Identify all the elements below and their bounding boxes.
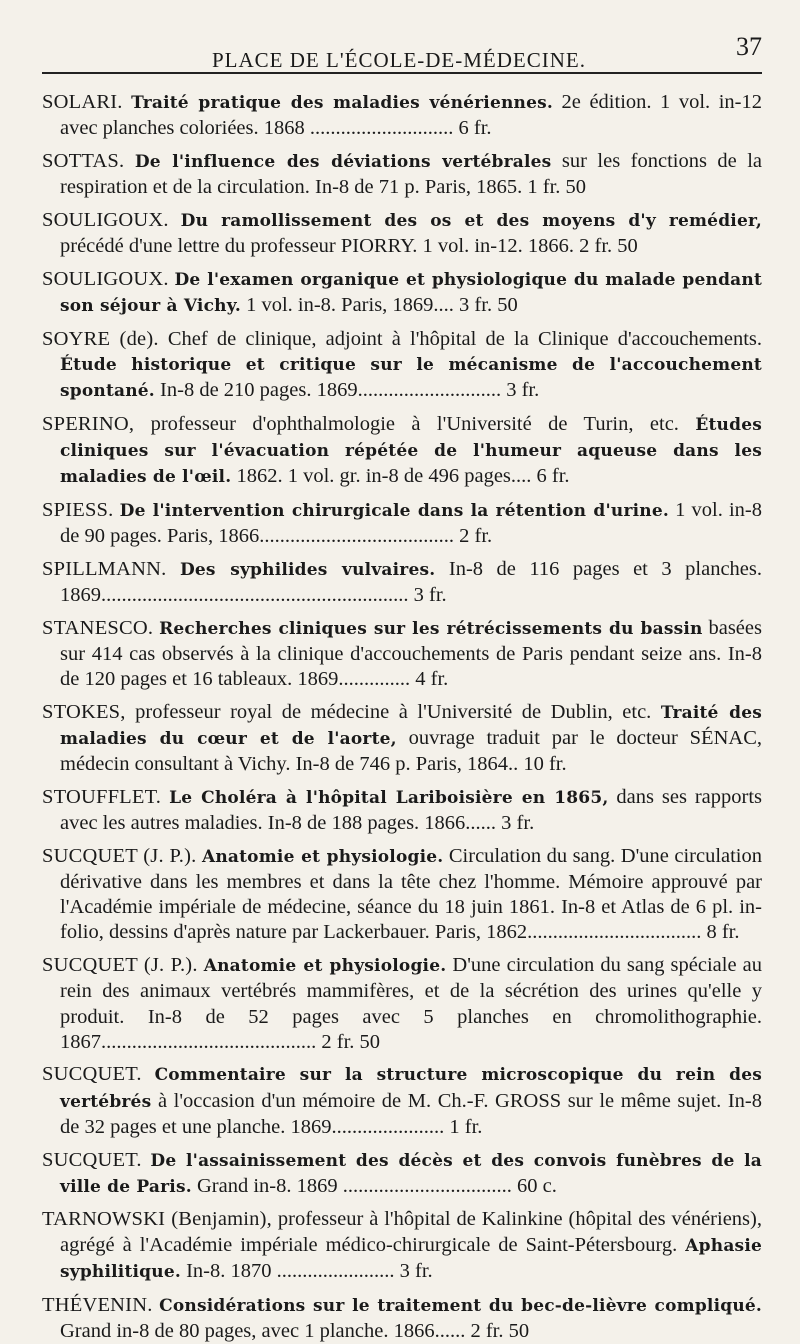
entry-details: Grand in-8 de 80 pages, avec 1 planche. 1866...... 2 fr. 50 xyxy=(60,1319,530,1342)
entry-details: 2e édition. 1 vol. in-12 avec planches coloriées. 1868 ............................ 6 fr. xyxy=(60,91,762,140)
entry-title: De l'examen organique et physiologique du malade pendant son séjour à Vichy. xyxy=(60,269,763,316)
bibliography-list xyxy=(42,90,762,1344)
entry-title: Recherches cliniques sur les rétrécissements du bassin xyxy=(159,618,703,639)
entry-author: SOLARI. xyxy=(42,91,123,113)
entry-details: 1 vol. in-8. Paris, 1869.... 3 fr. 50 xyxy=(240,293,518,316)
entry-title: Traité des maladies du cœur et de l'aorte, xyxy=(60,702,762,749)
entry-details: Circulation du sang. D'une circulation dérivative dans les membres et dans la tête chez l'homme. Mémoire approuvé par l'Académie impériale de médecine, séance du 18 juin 1861. In-8 et Atlas de 6 pl. in-folio, dessins d'après nature par Lackerbauer. Paris, 1862.................................. 8 fr. xyxy=(60,844,763,944)
entry-title: Considérations sur le traitement du bec-de-lièvre compliqué. xyxy=(159,1295,763,1316)
entry-title: Anatomie et physiologie. xyxy=(201,846,444,867)
entry-details: dans ses rapports avec les autres maladies. In-8 de 188 pages. 1866...... 3 fr. xyxy=(60,785,763,835)
bibliography-entry xyxy=(42,844,762,946)
entry-author: SPILLMANN. xyxy=(42,557,167,580)
entry-details: In-8 de 210 pages. 1869............................ 3 fr. xyxy=(154,379,540,402)
bibliography-entry xyxy=(42,267,762,319)
entry-title: Le Choléra à l'hôpital Lariboisière en 1865, xyxy=(169,787,609,808)
entry-author: THÉVENIN. xyxy=(42,1293,153,1316)
entry-author: SOYRE (de). xyxy=(42,327,159,350)
bibliography-entry xyxy=(42,1062,762,1140)
entry-details: Grand in-8. 1869 ................................. 60 c. xyxy=(191,1174,557,1197)
entry-affiliation: professeur d'ophthalmologie à l'Université de Turin, etc. xyxy=(134,412,696,435)
entry-title: Études cliniques sur l'évacuation répétée de l'humeur aqueuse dans les maladies de l'œil. xyxy=(60,414,762,488)
entry-author: STANESCO. xyxy=(42,616,154,639)
bibliography-entry xyxy=(42,557,762,608)
entry-author: SOULIGOUX. xyxy=(42,208,169,231)
entry-title: De l'intervention chirurgicale dans la rétention d'urine. xyxy=(119,500,669,521)
entry-title: Aphasie syphilitique. xyxy=(60,1235,762,1282)
entry-affiliation: professeur à l'hôpital de Kalinkine (hôpital des vénériens), agrégé à l'Académie impériale médico-chirurgicale de Saint-Pétersbourg. xyxy=(60,1208,762,1256)
entry-title: Étude historique et critique sur le mécanisme de l'accouchement spontané. xyxy=(60,354,762,402)
bibliography-entry xyxy=(42,149,762,200)
bibliography-entry xyxy=(42,700,762,778)
page-number: 37 xyxy=(736,32,762,61)
bibliography-entry xyxy=(42,90,762,141)
entry-details: In-8. 1870 ....................... 3 fr. xyxy=(180,1259,433,1282)
entry-author: SUCQUET. xyxy=(42,1063,142,1086)
entry-author: SOULIGOUX. xyxy=(42,267,169,290)
bibliography-entry xyxy=(42,616,762,693)
entry-details: sur les fonctions de la respiration et de la circulation. In-8 de 71 p. Paris, 1865. 1 fr. 50 xyxy=(60,149,762,199)
bibliography-entry xyxy=(42,327,762,405)
bibliography-entry xyxy=(42,498,762,549)
entry-author: SUCQUET (J. P.). xyxy=(42,844,197,867)
entry-details: à l'occasion d'un mémoire de M. Ch.-F. GROSS sur le même sujet. In-8 de 32 pages et une planche. 1869...................... 1 fr. xyxy=(60,1089,762,1138)
entry-details: D'une circulation du sang spéciale au rein des animaux vertébrés mammifères, et de la sécrétion des urines qu'elle y produit. In-8 de 52 pages avec 5 planches en chromolithographie. 1867.......................................... 2 fr. 50 xyxy=(60,954,762,1053)
entry-title: Des syphilides vulvaires. xyxy=(179,559,436,580)
entry-details: 1862. 1 vol. gr. in-8 de 496 pages.... 6 fr. xyxy=(231,465,570,488)
entry-author: STOUFFLET. xyxy=(42,785,162,808)
entry-title: Anatomie et physiologie. xyxy=(203,956,447,977)
entry-author: SUCQUET (J. P.). xyxy=(42,954,198,977)
bibliography-entry xyxy=(42,1207,762,1285)
bibliography-entry xyxy=(42,412,762,491)
entry-details: ouvrage traduit par le docteur SÉNAC, médecin consultant à Vichy. In-8 de 746 p. Paris, 1864.. 10 fr. xyxy=(60,726,762,776)
entry-author: SUCQUET. xyxy=(42,1148,142,1171)
entry-author: SOTTAS. xyxy=(42,149,125,172)
entry-affiliation: Chef de clinique, adjoint à l'hôpital de la Clinique d'accouchements. xyxy=(158,327,763,350)
bibliography-entry xyxy=(42,1148,762,1200)
entry-author: SPERINO, xyxy=(42,412,135,435)
entry-title: Commentaire sur la structure microscopique du rein des vertébrés xyxy=(60,1065,763,1112)
entry-details: précédé d'une lettre du professeur PIORRY. 1 vol. in-12. 1866. 2 fr. 50 xyxy=(60,235,638,258)
bibliography-entry xyxy=(42,785,762,836)
running-title: PLACE DE L'ÉCOLE-DE-MÉDECINE. xyxy=(212,48,586,72)
entry-author: STOKES, xyxy=(42,700,126,723)
entry-title: De l'influence des déviations vertébrales xyxy=(134,151,552,172)
bibliography-entry xyxy=(42,953,762,1055)
bibliography-entry xyxy=(42,208,762,259)
entry-title: Traité pratique des maladies vénériennes. xyxy=(131,93,554,113)
entry-details: basées sur 414 cas observés à la clinique d'accouchements de Paris pendant seize ans. In-8 de 120 pages et 16 tableaux. 1869.............. 4 fr. xyxy=(60,616,762,691)
bibliography-entry xyxy=(42,1293,762,1344)
entry-author: TARNOWSKI (Benjamin), xyxy=(42,1208,272,1231)
entry-author: SPIESS. xyxy=(42,498,114,521)
entry-details: 1 vol. in-8 de 90 pages. Paris, 1866...................................... 2 fr. xyxy=(60,498,763,548)
entry-title: Du ramollissement des os et des moyens d'y remédier, xyxy=(180,210,763,231)
running-head xyxy=(42,28,762,74)
entry-details: In-8 de 116 pages et 3 planches. 1869............................................................ 3 fr. xyxy=(60,557,762,606)
entry-title: De l'assainissement des décès et des convois funèbres de la ville de Paris. xyxy=(60,1150,763,1197)
entry-affiliation: professeur royal de médecine à l'Université de Dublin, etc. xyxy=(125,700,661,723)
